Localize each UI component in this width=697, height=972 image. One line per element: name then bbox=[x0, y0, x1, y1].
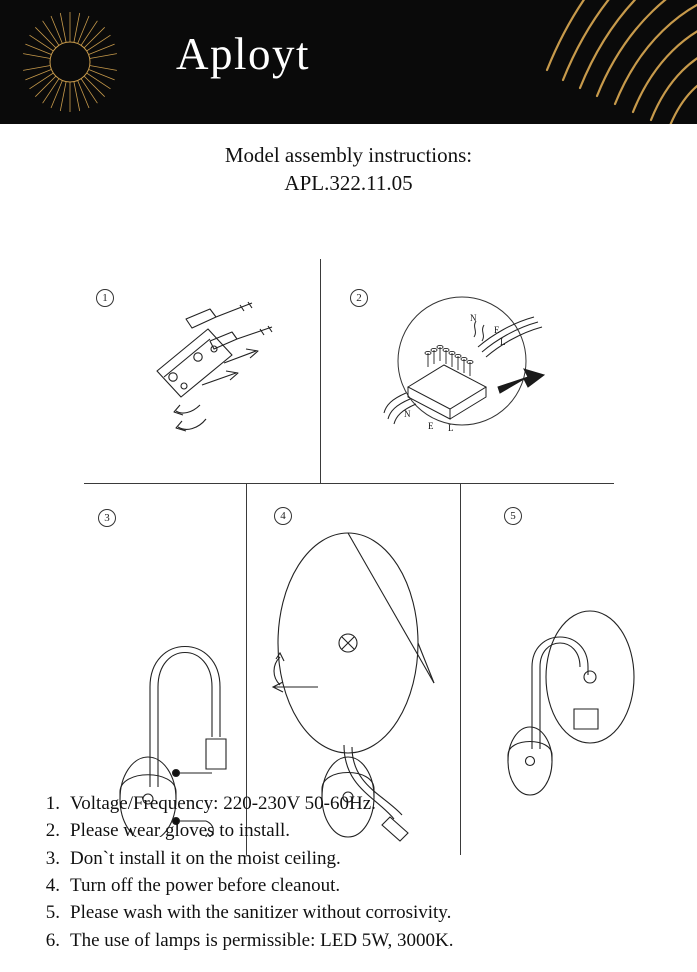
wire-label-e-bottom: E bbox=[428, 421, 434, 432]
sunburst-icon bbox=[18, 10, 122, 114]
note-index: 2. bbox=[45, 820, 60, 842]
bracket-and-screws-figure bbox=[140, 287, 290, 447]
wire-label-n-bottom: N bbox=[404, 409, 411, 420]
title-line-2: APL.322.11.05 bbox=[284, 170, 413, 195]
assembled-lamp-figure bbox=[498, 523, 658, 823]
note-text: Voltage/Frequency: 220-230V 50-60Hz. bbox=[70, 793, 376, 814]
step-number-1: 1 bbox=[96, 289, 114, 307]
step-number-4: 4 bbox=[274, 507, 292, 525]
safety-notes-list bbox=[42, 790, 662, 954]
terminal-block-wiring-figure bbox=[382, 289, 552, 449]
wire-label-e-top: E bbox=[494, 325, 500, 336]
header-banner bbox=[0, 0, 697, 124]
note-index: 5. bbox=[45, 902, 60, 924]
note-index: 3. bbox=[45, 847, 60, 869]
note-text: The use of lamps is permissible: LED 5W, 3000K. bbox=[70, 929, 454, 951]
step-number-3: 3 bbox=[98, 509, 116, 527]
note-item bbox=[42, 790, 662, 817]
wire-label-n-top: N bbox=[470, 313, 477, 324]
fan-rays-icon bbox=[427, 0, 697, 124]
note-item bbox=[42, 899, 662, 926]
note-item bbox=[42, 872, 662, 899]
note-text: Turn off the power before cleanout. bbox=[70, 875, 341, 897]
title-line-1: Model assembly instructions: bbox=[224, 143, 473, 167]
note-text: Don`t install it on the moist ceiling. bbox=[70, 847, 341, 869]
note-item bbox=[42, 817, 662, 844]
page-title bbox=[0, 142, 697, 197]
note-text: Please wear gloves to install. bbox=[70, 820, 291, 842]
note-index: 6. bbox=[45, 929, 60, 951]
assembly-diagram-grid bbox=[0, 207, 697, 785]
note-item bbox=[42, 927, 662, 954]
step-number-5: 5 bbox=[504, 507, 522, 525]
divider-horizontal bbox=[84, 483, 614, 484]
note-index: 1. bbox=[45, 793, 60, 814]
note-text: Please wash with the sanitizer without corrosivity. bbox=[70, 902, 452, 924]
wire-label-l-bottom: L bbox=[448, 423, 454, 434]
note-index: 4. bbox=[45, 875, 60, 897]
step-number-2: 2 bbox=[350, 289, 368, 307]
divider-vertical-top bbox=[320, 259, 321, 483]
note-item bbox=[42, 845, 662, 872]
brand-name: Aployt bbox=[176, 29, 311, 79]
wire-label-l-top: L bbox=[500, 337, 506, 348]
